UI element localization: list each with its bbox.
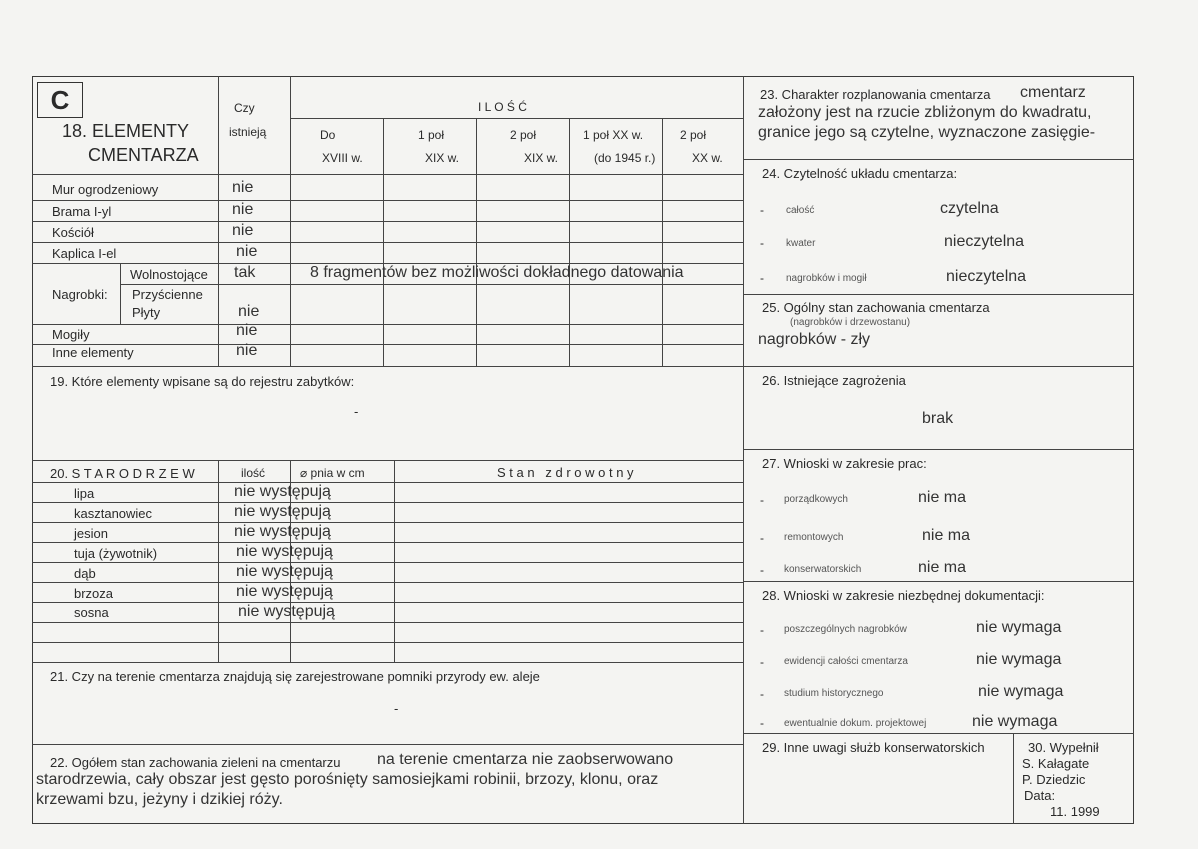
item-label: ewentualnie dokum. projektowej [784, 718, 927, 729]
tree-label: brzoza [74, 586, 114, 601]
col-header: 2 poł [510, 128, 537, 142]
section30-name1: S. Kałagate [1022, 756, 1090, 771]
row-line [32, 324, 743, 325]
row-line [120, 284, 743, 285]
bullet: - [760, 236, 764, 250]
item-value: nie wymaga [976, 651, 1062, 668]
tree-value: nie występują [236, 543, 333, 560]
bullet: - [760, 203, 764, 217]
section30-date-value: 11. 1999 [1050, 804, 1100, 819]
col-divider [394, 460, 395, 662]
row-line [32, 522, 743, 523]
tree-value: nie występują [234, 523, 331, 540]
tree-value: nie występują [234, 503, 331, 520]
section30-date-label: Data: [1024, 788, 1056, 803]
item-value: nie ma [922, 527, 971, 544]
row-line [32, 662, 743, 663]
row-value: nie [232, 201, 254, 218]
section25-label: 25. Ogólny stan zachowania cmentarza [762, 300, 990, 315]
section30-name2: P. Dziedzic [1022, 772, 1086, 787]
row-label: Kaplica I-el [52, 246, 117, 261]
przyscienne-value: nie [238, 303, 260, 320]
section21-label: 21. Czy na terenie cmentarza znajdują się zarejestrowane pomniki przyrody ew. aleje [50, 669, 540, 684]
row-line [32, 542, 743, 543]
row-line [32, 744, 743, 745]
section19-value: - [354, 404, 359, 419]
item-label: poszczególnych nagrobków [784, 624, 907, 635]
section29-label: 29. Inne uwagi służb konserwatorskich [762, 740, 985, 755]
row-line [32, 582, 743, 583]
item-value: nie ma [918, 559, 967, 576]
przyscienne-label: Przyścienne [132, 287, 203, 302]
item-value: nie ma [918, 489, 967, 506]
row-line [32, 460, 743, 461]
tree-label: tuja (żywotnik) [74, 546, 158, 561]
row-line [32, 242, 743, 243]
item-value: czytelna [940, 200, 999, 217]
item-label: całość [786, 205, 815, 216]
item-label: konserwatorskich [784, 564, 862, 575]
tree-value: nie występują [234, 483, 331, 500]
col-divider [1013, 733, 1014, 824]
section20-title: 20. S T A R O D R Z E W [50, 466, 195, 481]
row-line [32, 562, 743, 563]
center-divider [743, 76, 744, 824]
section19-label: 19. Które elementy wpisane są do rejestru zabytków: [50, 374, 355, 389]
bullet: - [760, 716, 764, 730]
section28-label: 28. Wnioski w zakresie niezbędnej dokumentacji: [762, 588, 1045, 603]
row-line [32, 200, 743, 201]
section24-label: 24. Czytelność układu cmentarza: [762, 166, 958, 181]
section23-line3: granice jego są czytelne, wyznaczone zasięgie- [758, 124, 1096, 141]
row-line [743, 581, 1134, 582]
tree-label: dąb [74, 566, 96, 581]
col-header: 2 poł [680, 128, 707, 142]
section-letter-box: C [37, 82, 83, 118]
col-header: 1 poł XX w. [583, 128, 644, 142]
col-header: XIX w. [425, 151, 460, 165]
plyty-label: Płyty [132, 305, 161, 320]
bullet: - [760, 687, 764, 701]
istnieja-label: istnieją [229, 125, 267, 139]
section22-line1: na terenie cmentarza nie zaobserwowano [377, 751, 674, 768]
section21-value: - [394, 701, 399, 716]
row-line [32, 502, 743, 503]
tree-label: lipa [74, 486, 95, 501]
bullet: - [760, 493, 764, 507]
row-line [32, 602, 743, 603]
col-header: 1 poł [418, 128, 445, 142]
row-line [32, 622, 743, 623]
row-line [32, 366, 1134, 367]
inne-value: nie [236, 342, 258, 359]
wolnostojace-value: tak [234, 264, 256, 281]
item-label: kwater [786, 238, 816, 249]
section25-sub: (nagrobków i drzewostanu) [790, 317, 911, 328]
row-value: nie [232, 222, 254, 239]
ilosc-header: I L O Ś Ć [478, 100, 527, 114]
item-value: nie wymaga [972, 713, 1058, 730]
col-header: Do [320, 128, 336, 142]
row-line [32, 344, 743, 345]
col-ilosc: ilość [241, 466, 266, 480]
wolnostojace-note: 8 fragmentów bez możliwości dokładnego datowania [310, 264, 684, 281]
col-divider [218, 460, 219, 662]
bullet: - [760, 531, 764, 545]
section23-line1: cmentarz [1020, 84, 1086, 101]
bullet: - [760, 623, 764, 637]
tree-label: kasztanowiec [74, 506, 153, 521]
section22-line2: starodrzewia, cały obszar jest gęsto porośnięty samosiejkami robinii, brzozy, klonu, oraz [36, 771, 659, 788]
row-value: nie [236, 243, 258, 260]
mogily-label: Mogiły [52, 327, 90, 342]
section30-label: 30. Wypełnił [1028, 740, 1099, 755]
col-header: XX w. [692, 151, 723, 165]
row-line [743, 294, 1134, 295]
section22-line3: krzewami bzu, jeżyny i dzikiej róży. [36, 791, 283, 808]
tree-value: nie występują [236, 583, 333, 600]
row-line [32, 174, 743, 175]
row-line [32, 642, 743, 643]
section26-value: brak [922, 410, 954, 427]
tree-value: nie występują [236, 563, 333, 580]
bullet: - [760, 271, 764, 285]
section22-label: 22. Ogółem stan zachowania zieleni na cmentarzu [50, 755, 341, 770]
col-pnia: ⌀ pnia w cm [300, 466, 365, 480]
item-label: porządkowych [784, 494, 848, 505]
section25-value: nagrobków - zły [758, 331, 871, 348]
item-label: nagrobków i mogił [786, 273, 867, 284]
item-value: nieczytelna [946, 268, 1027, 285]
item-value: nie wymaga [976, 619, 1062, 636]
col-header: (do 1945 r.) [594, 151, 656, 165]
row-line [32, 221, 743, 222]
row-line [290, 118, 743, 119]
bullet: - [760, 563, 764, 577]
item-label: ewidencji całości cmentarza [784, 656, 908, 667]
czy-label: Czy [234, 101, 255, 115]
item-value: nieczytelna [944, 233, 1025, 250]
wolnostojace-label: Wolnostojące [130, 267, 208, 282]
section26-label: 26. Istniejące zagrożenia [762, 373, 906, 388]
section18-title-2: CMENTARZA [88, 145, 199, 165]
tree-label: sosna [74, 605, 109, 620]
row-line [743, 449, 1134, 450]
item-label: studium historycznego [784, 688, 884, 699]
section27-label: 27. Wnioski w zakresie prac: [762, 456, 927, 471]
col-divider [120, 263, 121, 324]
item-label: remontowych [784, 532, 844, 543]
row-line [32, 482, 743, 483]
col-header: XIX w. [524, 151, 559, 165]
bullet: - [760, 655, 764, 669]
form-frame [32, 76, 1134, 824]
col-header: XVIII w. [322, 151, 363, 165]
section23-line2: założony jest na rzucie zbliżonym do kwadratu, [758, 104, 1092, 121]
tree-label: jesion [74, 526, 108, 541]
row-label: Brama I-yl [52, 204, 112, 219]
mogily-value: nie [236, 322, 258, 339]
tree-value: nie występują [238, 603, 335, 620]
row-label: Kościół [52, 225, 94, 240]
item-value: nie wymaga [978, 683, 1064, 700]
inne-label: Inne elementy [52, 345, 134, 360]
row-line [743, 733, 1134, 734]
row-label: Mur ogrodzeniowy [52, 182, 159, 197]
row-line [743, 159, 1134, 160]
section18-title-1: 18. ELEMENTY [62, 121, 190, 141]
section23-label: 23. Charakter rozplanowania cmentarza [760, 87, 991, 102]
col-stan: S t a n z d r o w o t n y [497, 465, 634, 480]
nagrobki-label: Nagrobki: [52, 287, 108, 302]
row-value: nie [232, 179, 254, 196]
